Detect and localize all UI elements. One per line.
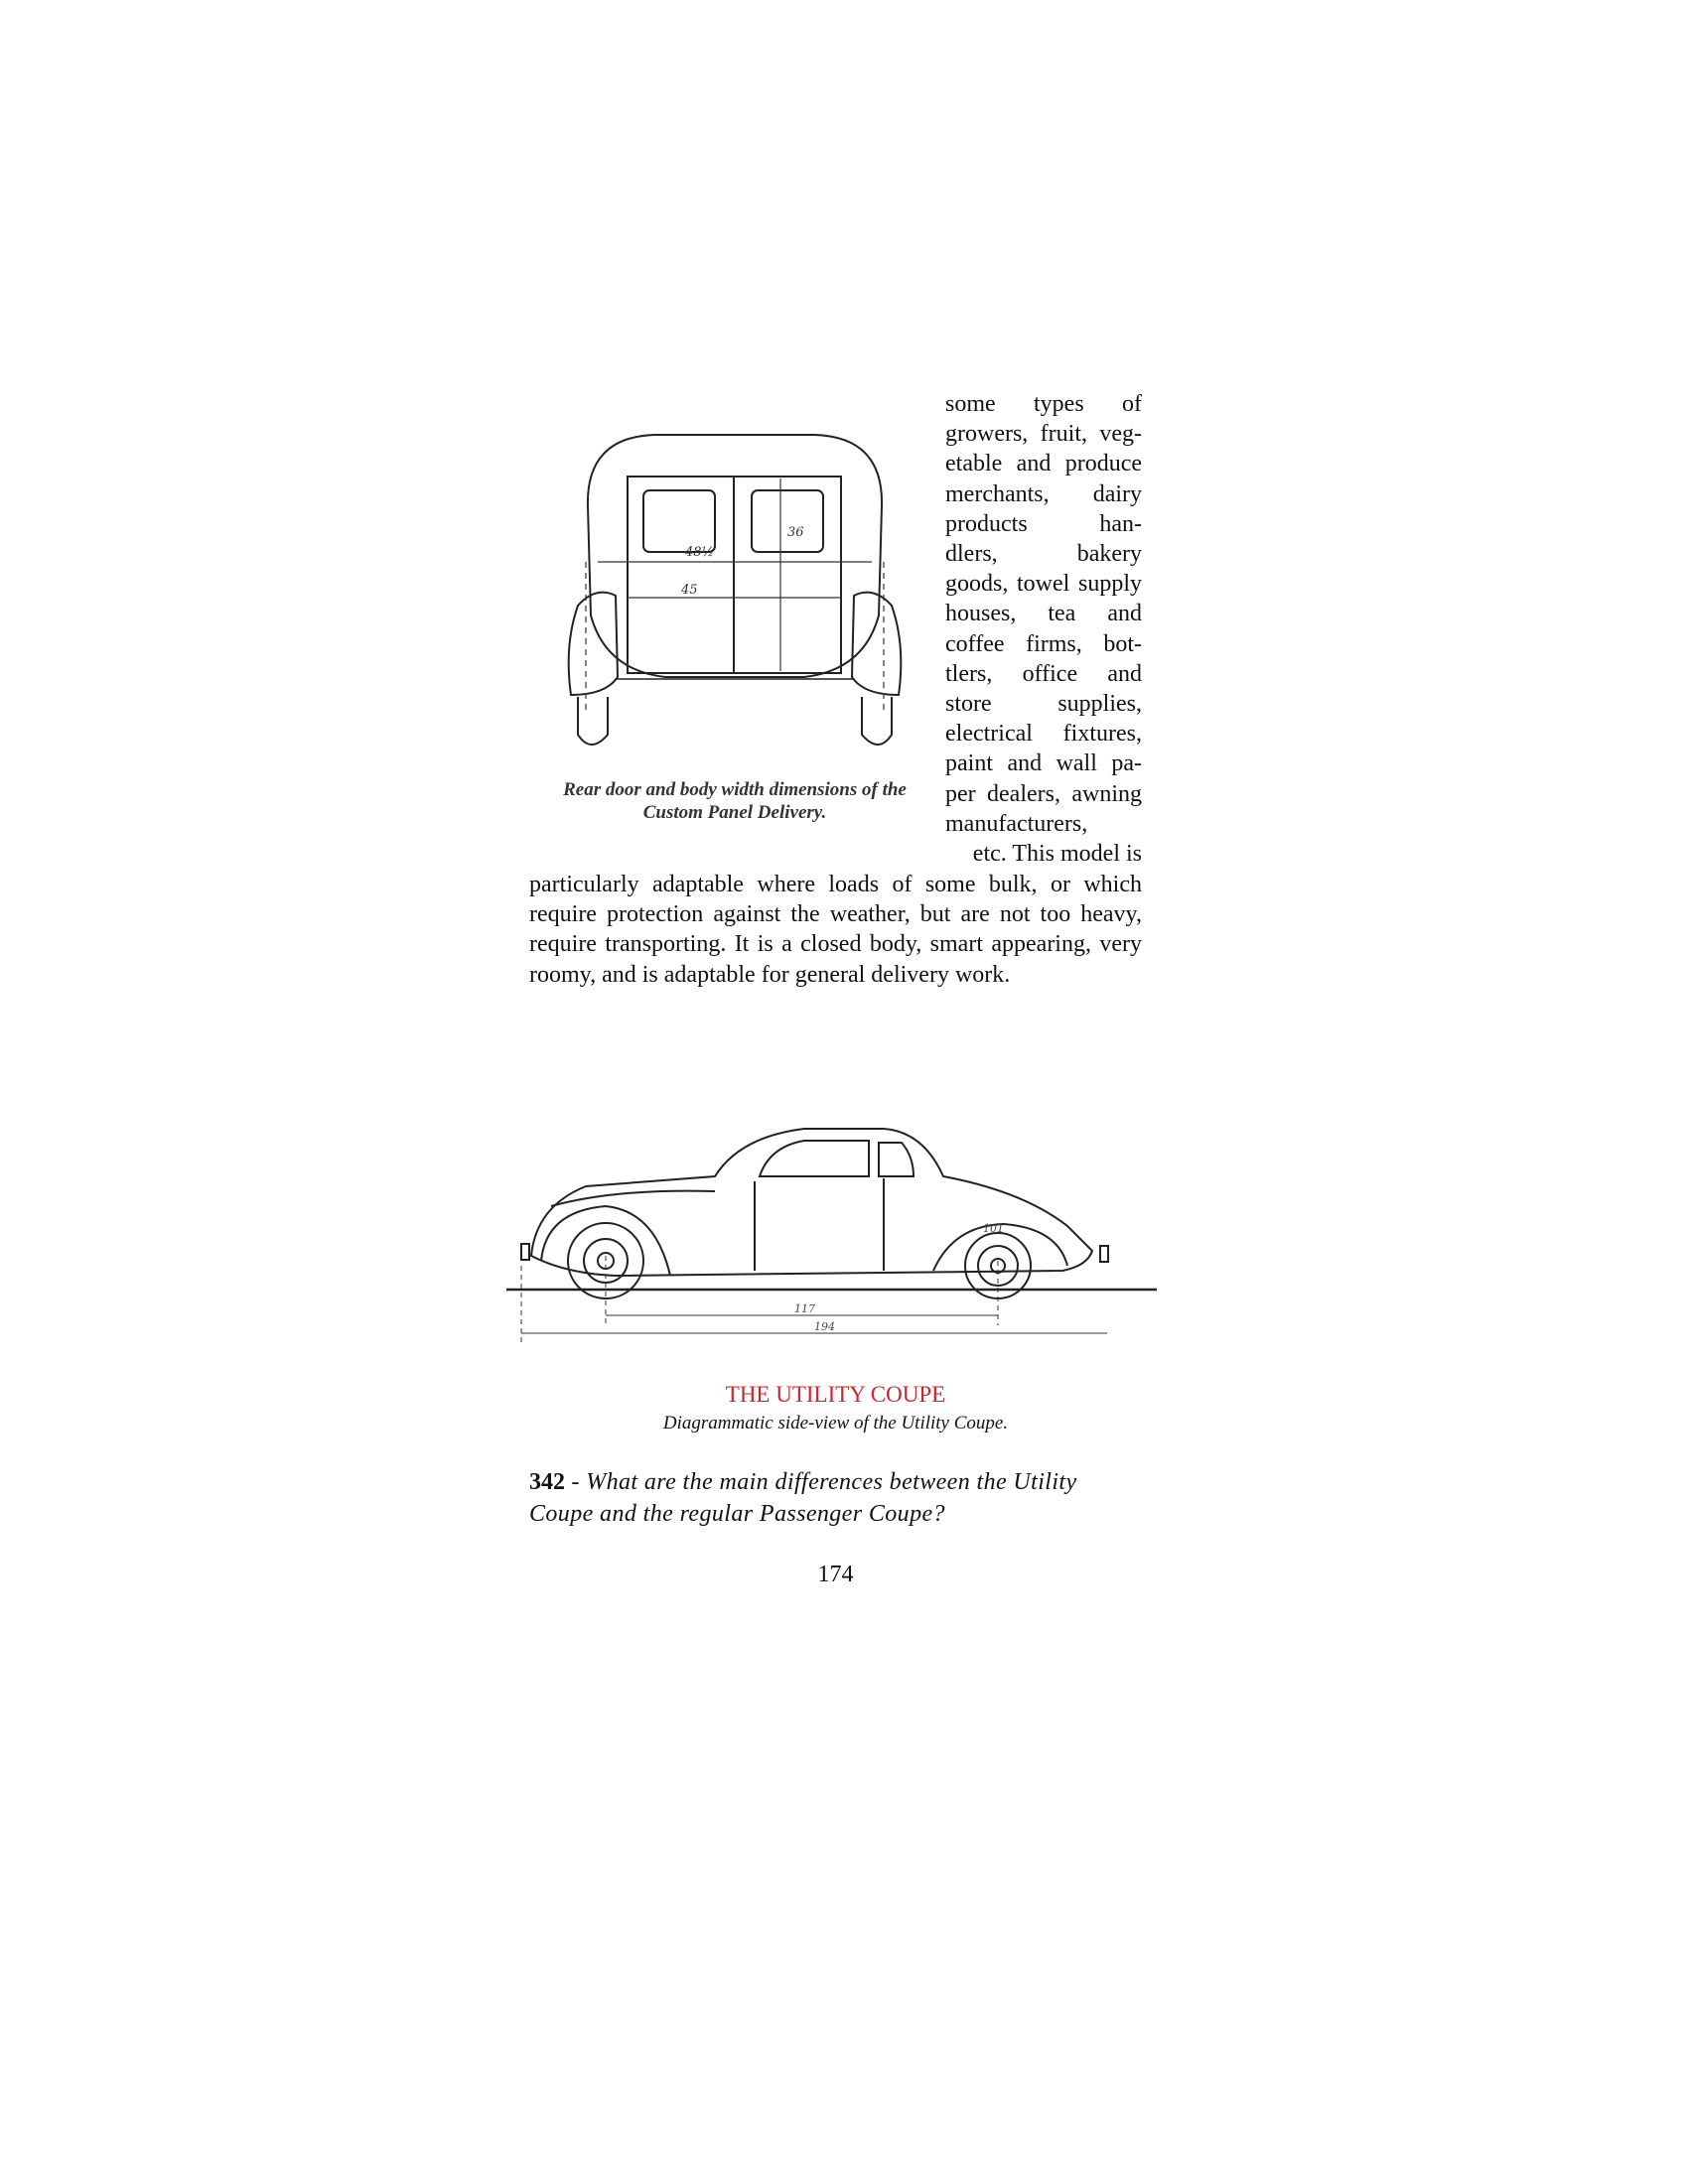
overall-length-label: 194 [814, 1320, 835, 1333]
text-line: coffee firms, bot- [945, 630, 1142, 657]
text-line: etc. This model is [972, 841, 1142, 868]
text-line: electrical fixtures, [945, 721, 1142, 748]
text-line: merchants, dairy [945, 480, 1142, 507]
rear-view-caption: Rear door and body width dimensions of the Custom Panel Delivery. [563, 779, 907, 823]
side-view-figure [506, 1077, 1162, 1345]
body-paragraph: particularly adaptable where loads of some bulk, or which require protection against the weather, but are not too heavy, require transporting. It is a closed body, smart appearing, very roomy, and is adaptable for general delivery work. [529, 872, 1142, 988]
side-view-drawing [506, 1077, 1162, 1345]
rear-view-drawing [546, 417, 923, 764]
rear-top-width-label: 48½ [685, 545, 715, 560]
section-heading: THE UTILITY COUPE [725, 1382, 946, 1407]
narrow-text-column [945, 389, 1142, 869]
text-line: etable and produce [945, 451, 1142, 478]
wheelbase-label: 117 [794, 1302, 815, 1315]
question-text: - What are the main differences between the Utility Coupe and the regular Passenger Coupe? [529, 1469, 1077, 1527]
rear-bottom-width-label: 45 [681, 583, 698, 598]
text-line: dlers, bakery [945, 541, 1142, 568]
side-view-caption: Diagrammatic side-view of the Utility Coupe. [662, 1413, 1009, 1433]
text-line: growers, fruit, veg- [945, 421, 1142, 448]
question-number: 342 [529, 1469, 565, 1495]
text-line: paint and wall pa- [945, 751, 1142, 777]
rear-mark-label: 101 [983, 1222, 1004, 1235]
question-block [529, 1466, 1142, 1530]
rear-view-figure [546, 417, 923, 764]
page-number: 174 [817, 1562, 854, 1587]
rear-height-label: 36 [787, 525, 804, 540]
text-line: store supplies, [945, 691, 1142, 718]
text-line: some types of [945, 391, 1142, 417]
text-line: products han- [945, 510, 1142, 537]
wide-text-paragraph [529, 870, 1142, 990]
text-line: tlers, office and [945, 660, 1142, 687]
text-line: goods, towel supply [945, 571, 1142, 598]
text-line: houses, tea and [945, 601, 1142, 627]
text-line: manufacturers, [945, 810, 1088, 837]
text-line: per dealers, awning [945, 780, 1142, 807]
